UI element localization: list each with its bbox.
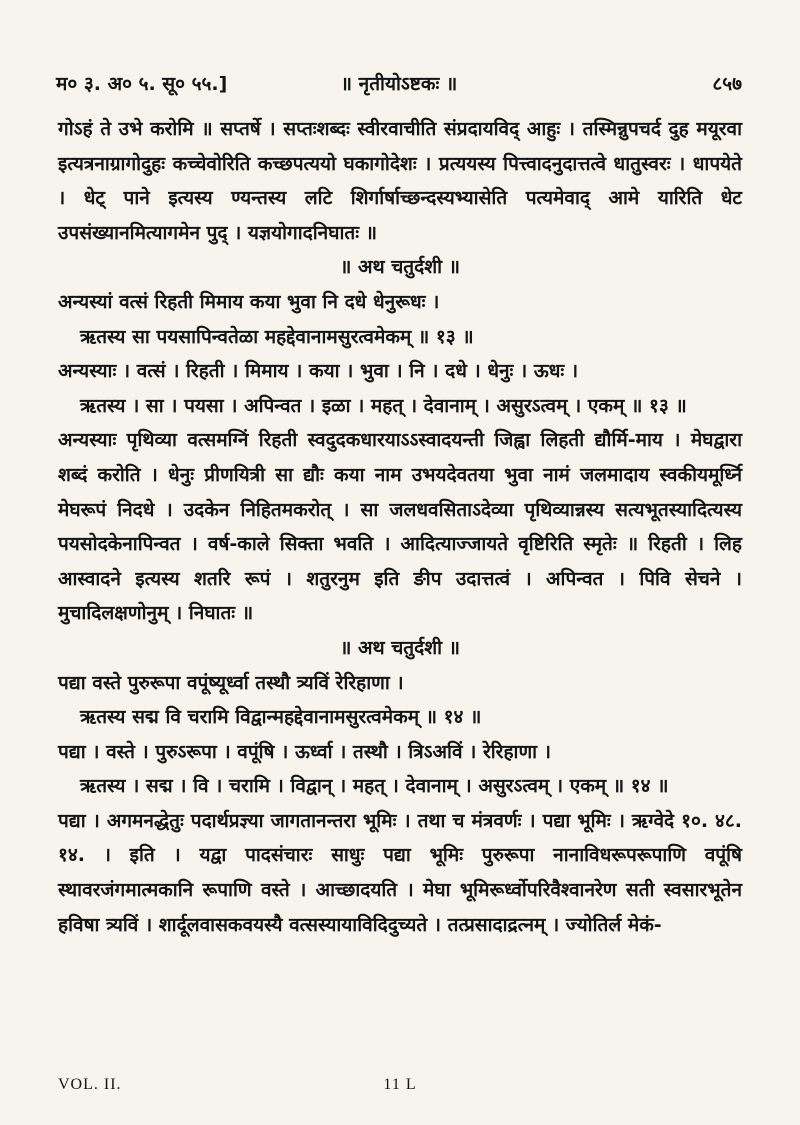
page-footer xyxy=(58,1076,742,1100)
verse-line: अन्यस्यां वत्सं रिहती मिमाय कया भुवा नि दधे धेनुरूधः । xyxy=(58,290,440,313)
padapatha-line: ऋतस्य । सा । पयसा । अपिन्वत । इळा । महत् । देवानाम् । असुरऽत्वम् । एकम् ॥ १३ ॥ xyxy=(80,394,687,417)
commentary-paragraph: पद्या । अगमनद्धेतुः पदार्थप्रज्ञ्या जागतानन्तरा भूमिः । तथा च मंत्रवर्णः । पद्या भूमिः । ऋग्वेदे १०. ४८. १४. । इति । यद्वा पादसंचारः साधुः पद्या भूमिः पुरुरूपा नानाविधरूपरूपाणि वपूंषि स्थावरजंगमात्मकानि रूपाणि वस्ते । आच्छादयति । मेघा भूमिरूर्ध्वोपरिवैश्वानरेण सती स्वसारभूतेन हविषा त्र्यविं । शार्दूलवासकवयस्यै वत्सस्यायाविदिदुच्यते । तत्प्रसादाद्रत्नम् । ज्योतिर्ल मेकं- xyxy=(58,809,742,936)
running-head-left: म० ३. अ० ५. सू० ५५.] xyxy=(56,73,228,95)
commentary-paragraph: अन्यस्याः पृथिव्या वत्समग्निं रिहती स्वदुदकधारयाऽऽस्वादयन्ती जिह्वा लिहती द्यौर्मि-माय । मेघद्वारा शब्दं करोति । धेनुः प्रीणयित्री सा द्यौः कया नाम उभयदेवतया भुवा नामं जलमादाय स्वकीयमूर्ध्नि मेघरूपं निदधे । उदकेन निहितमकरोत् । सा जलधवसिताऽदेव्या पृथिव्यान्नस्य सत्यभूतस्यादित्यस्य पयसोदकेनापिन्वत । वर्ष-काले सिक्ता भवति । आदित्याज्जायते वृष्टिरिति स्मृतेः ॥ रिहती । लिह आस्वादने इत्यस्य शतरि रूपं । शतुरनुम इति ङीप उदात्तत्वं । अपिन्वत । पिवि सेचने । मुचादिलक्षणोनुम् । निघातः ॥ xyxy=(58,429,742,625)
padapatha-line: ऋतस्य । सद्म । वि । चरामि । विद्वान् । महत् । देवानाम् । असुरऽत्वम् । एकम् ॥ १४ ॥ xyxy=(80,775,669,798)
verse-line: ऋतस्य सद्म वि चरामि विद्वान्महद्देवानामसुरत्वमेकम् ॥ १४ ॥ xyxy=(80,706,482,729)
padapatha-line: अन्यस्याः । वत्सं । रिहती । मिमाय । कया । भुवा । नि । दधे । धेनुः । ऊधः । xyxy=(58,360,579,383)
page-number: ८५७ xyxy=(712,73,742,95)
running-head-center: ॥ नृतीयोऽष्टकः ॥ xyxy=(340,73,458,95)
section-heading: ॥ अथ चतुर्दशी ॥ xyxy=(339,256,461,279)
commentary-paragraph: गोऽहं ते उभे करोमि ॥ सप्तर्षे । सप्तःशब्दः स्वीरवाचीति संप्रदायविद् आहुः । तस्मिन्नुपचर्द दुह मयूरवा इत्यत्रनाग्रागोदुहः कच्चेवोरिति कच्छपत्ययो घकागोदेशः । प्रत्ययस्य पित्त्वादनुदात्तत्वे धातुस्वरः । धापयेते । धेट् पाने इत्यस्य ण्यन्तस्य लटि शिर्गार्षाच्छन्दस्यभ्यासेति पत्यमेवाद् आमे यारिति धेट उपसंख्यानमित्यागमेन पुद् । यज्ञयोगादनिघातः ॥ xyxy=(58,118,742,244)
signature-mark: 11 L xyxy=(383,1076,417,1093)
running-head xyxy=(56,70,742,98)
padapatha-line: पद्या । वस्ते । पुरुऽरूपा । वपूंषि । ऊर्ध्वा । तस्थौ । त्रिऽअविं । रेरिहाणा । xyxy=(58,740,551,763)
verse-line: ऋतस्य सा पयसापिन्वतेळा महद्देवानामसुरत्वमेकम् ॥ १३ ॥ xyxy=(80,325,474,348)
body-text xyxy=(58,112,742,942)
volume-label: VOL. II. xyxy=(58,1076,122,1093)
verse-line: पद्या वस्ते पुरुरूपा वपूंष्यूर्ध्वा तस्थौ त्र्यविं रेरिहाणा । xyxy=(58,671,404,694)
section-heading: ॥ अथ चतुर्दशी ॥ xyxy=(339,636,461,659)
